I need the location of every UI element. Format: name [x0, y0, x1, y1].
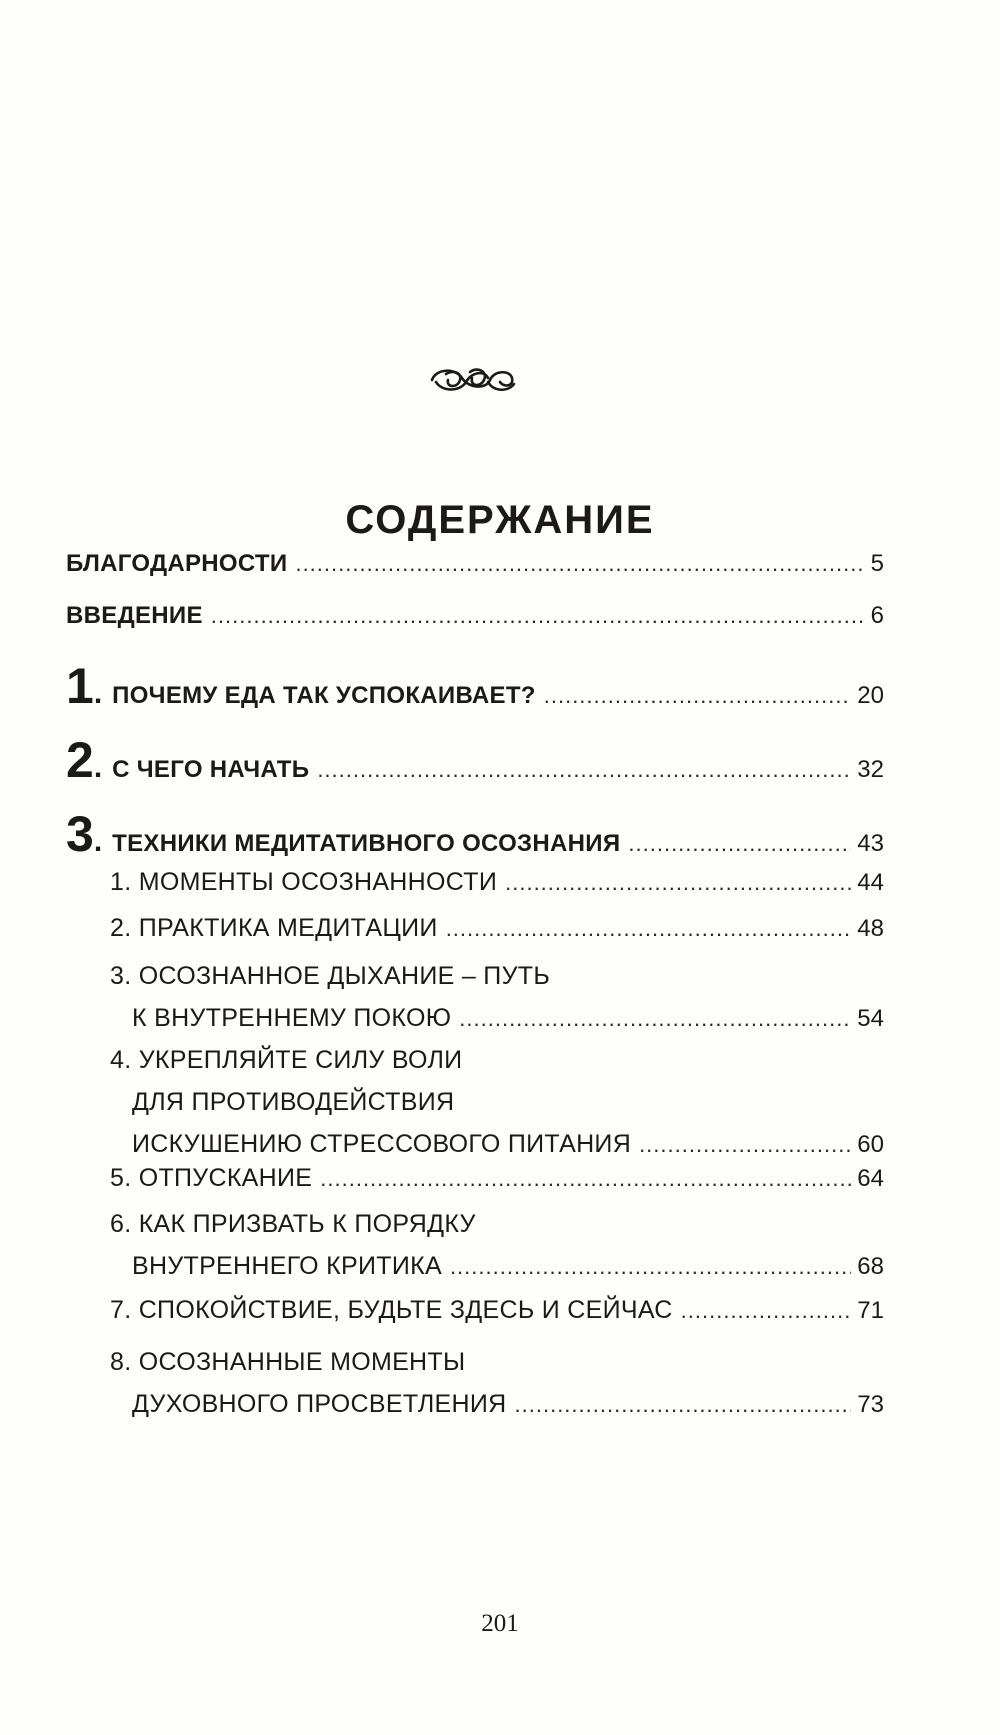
toc-section-title: ИСКУШЕНИЮ СТРЕССОВОГО ПИТАНИЯ: [132, 1130, 632, 1158]
toc-section-line: [110, 1290, 884, 1330]
toc-section-title: 1. МОМЕНТЫ ОСОЗНАННОСТИ: [110, 868, 498, 896]
dot-leader: [295, 544, 864, 584]
toc-section-title: 5. ОТПУСКАНИЕ: [110, 1164, 313, 1192]
toc-entry-title: БЛАГОДАРНОСТИ: [66, 550, 288, 577]
toc-chapter-page: 32: [857, 756, 884, 783]
toc-section-line: [110, 1342, 884, 1382]
toc-section-line: [110, 1082, 884, 1122]
toc-entry-page: 6: [870, 602, 884, 629]
dot-leader: [450, 1247, 851, 1287]
toc-section-page: 71: [857, 1297, 884, 1324]
toc-entry-title: ВВЕДЕНИЕ: [66, 602, 203, 629]
dot-leader: [515, 1385, 852, 1425]
toc-section-line: [110, 1158, 884, 1198]
chapter-number: 3: [66, 806, 94, 862]
toc-section-line: [110, 1040, 884, 1080]
flourish-ornament-icon: [426, 358, 518, 402]
toc-entry-page: 5: [870, 550, 884, 577]
dot-leader: [317, 742, 851, 798]
toc-section-line: [110, 908, 884, 948]
toc-entry-line: [66, 544, 884, 584]
toc-section-title: 6. КАК ПРИЗВАТЬ К ПОРЯДКУ: [110, 1210, 476, 1238]
toc-section-page: 48: [857, 915, 884, 942]
toc-section-page: 73: [857, 1391, 884, 1418]
toc-section-title: ВНУТРЕННЕГО КРИТИКА: [132, 1252, 442, 1280]
toc-section-page: 44: [857, 869, 884, 896]
toc-section-page: 64: [857, 1165, 884, 1192]
toc-title: СОДЕРЖАНИЕ: [345, 498, 655, 542]
toc-section-title: 8. ОСОЗНАННЫЕ МОМЕНТЫ: [110, 1348, 466, 1376]
dot-leader: [459, 999, 851, 1039]
toc-chapter-page: 43: [857, 830, 884, 857]
chapter-number-dot: .: [93, 677, 103, 710]
toc-section-title: ДУХОВНОГО ПРОСВЕТЛЕНИЯ: [132, 1390, 507, 1418]
dot-leader: [320, 1159, 851, 1199]
chapter-number-dot: .: [93, 825, 103, 858]
chapter-number: 1: [66, 658, 94, 714]
toc-section-line: [110, 862, 884, 902]
toc-chapter-line: [66, 732, 884, 788]
dot-leader: [505, 863, 851, 903]
toc-section-title: 3. ОСОЗНАННОЕ ДЫХАНИЕ – ПУТЬ: [110, 962, 551, 990]
toc-chapter-title: ПОЧЕМУ ЕДА ТАК УСПОКАИВАЕТ?: [112, 682, 536, 709]
dot-leader: [681, 1291, 852, 1331]
dot-leader: [211, 596, 865, 636]
toc-section-line: [110, 998, 884, 1038]
toc-section-title: К ВНУТРЕННЕМУ ПОКОЮ: [132, 1004, 452, 1032]
toc-chapter-title: ТЕХНИКИ МЕДИТАТИВНОГО ОСОЗНАНИЯ: [112, 830, 621, 857]
toc-section-title: 2. ПРАКТИКА МЕДИТАЦИИ: [110, 914, 438, 942]
toc-section-page: 54: [857, 1005, 884, 1032]
toc-section-line: [110, 1246, 884, 1286]
toc-section-page: 60: [857, 1131, 884, 1158]
page-number: 201: [481, 1610, 519, 1637]
toc-section-title: 4. УКРЕПЛЯЙТЕ СИЛУ ВОЛИ: [110, 1046, 463, 1074]
toc-section-title: 7. СПОКОЙСТВИЕ, БУДЬТЕ ЗДЕСЬ И СЕЙЧАС: [110, 1296, 673, 1324]
toc-section-title: ДЛЯ ПРОТИВОДЕЙСТВИЯ: [132, 1088, 455, 1116]
dot-leader: [544, 668, 852, 724]
toc-chapter-page: 20: [857, 682, 884, 709]
chapter-number-dot: .: [93, 751, 103, 784]
dot-leader: [446, 909, 852, 949]
toc-section-line: [110, 1204, 884, 1244]
toc-chapter-title: С ЧЕГО НАЧАТЬ: [112, 756, 310, 783]
toc-chapter-line: [66, 658, 884, 714]
toc-chapter-line: [66, 806, 884, 862]
toc-entry-line: [66, 596, 884, 636]
toc-section-line: [110, 956, 884, 996]
toc-section-line: [110, 1384, 884, 1424]
chapter-number: 2: [66, 732, 94, 788]
toc-section-page: 68: [857, 1253, 884, 1280]
